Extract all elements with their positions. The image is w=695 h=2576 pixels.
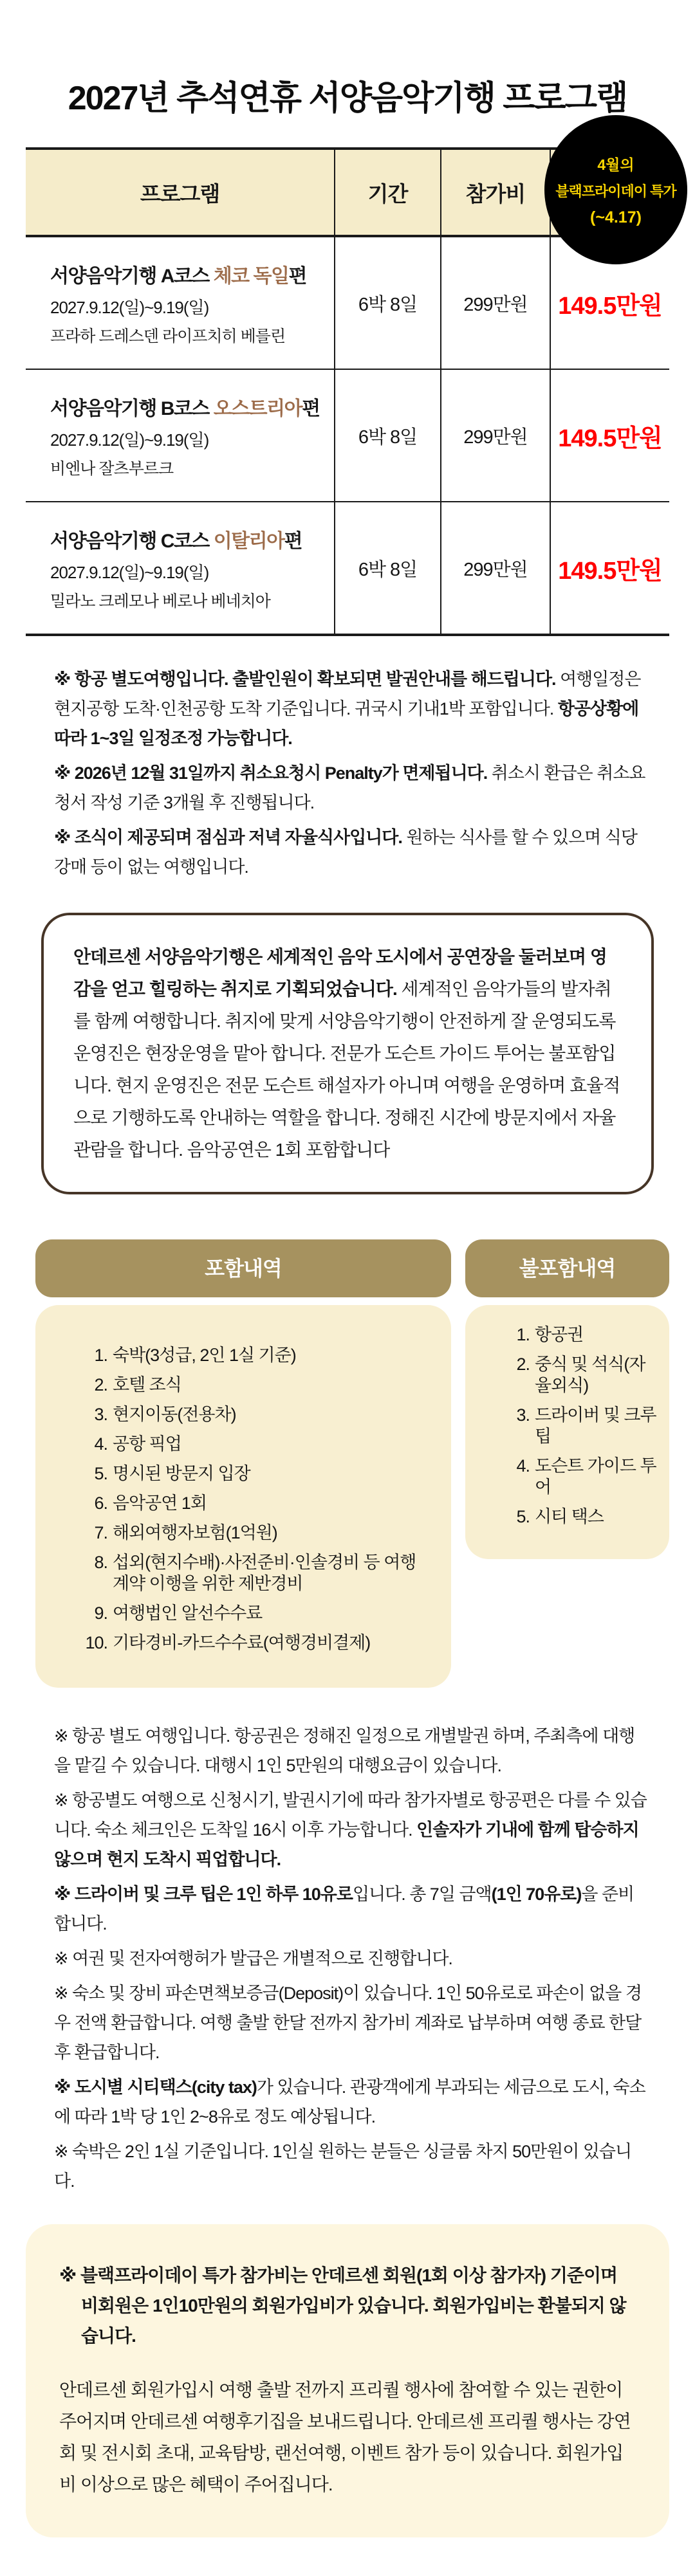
page-title: 2027년 추석연휴 서양음악기행 프로그램 [68,80,627,117]
program-cell [26,502,335,635]
program-cell [26,369,335,502]
list-item: 명시된 방문지 입장 [113,1464,250,1483]
list-item: 도슨트 가이드 투어 [535,1456,656,1497]
fee-cell: 299만원 [441,502,550,635]
special-price-cell: 149.5만원 [550,369,669,502]
program-cities: 프라하 드레스덴 라이프치히 베를린 [50,327,286,345]
notice-body: 안데르센 회원가입시 여행 출발 전까지 프리퀄 행사에 참여할 수 있는 권한이 주어지며 안데르센 여행후기집을 보내드립니다. 안데르센 프리퀄 행사는 강연회 및 전시회 초대, 교육탐방, 랜선여행, 이벤트 참가 등이 있습니다. 회원가입비 이상으로 많은 혜택이 주어집니다. [59,2380,631,2494]
list-item: 섭외(현지수배)·사전준비·인솔경비 등 여행계약 이행을 위한 제반경비 [113,1553,416,1593]
program-table-section [26,147,676,636]
included-list [61,1345,432,1654]
include-exclude-panels [35,1305,669,1688]
program-title: 서양음악기행 C코스 이탈리아편 [50,530,302,552]
program-date: 2027.9.12(일)~9.19(일) [50,562,209,582]
notes-top [54,664,649,882]
included-header: 포함내역 [35,1239,451,1297]
duration-cell: 6박 8일 [335,236,441,369]
list-item: 현지이동(전용차) [113,1405,236,1424]
badge-month: 4월의 [597,156,635,173]
intro-text: 안데르센 서양음악기행은 세계적인 음악 도시에서 공연장을 둘러보며 영감을 얻고 힐링하는 취지로 기획되었습니다. 세계적인 음악가들의 발자취를 함께 여행합니다. 취지에 맞게 서양음악기행이 안전하게 잘 운영되도록 운영진은 현장운영을 맡아 합니다. 전문가 도슨트 가이드 투어는 불포함입니다. 현지 운영진은 전문 도슨트 해설자가 아니며 여행을 운영하며 효율적으로 기행하도록 안내하는 역할을 합니다. 정해진 시간에 방문지에서 자율관람을 합니다. 음악공연은 1회 포함합니다 [73,947,620,1160]
section-headers [35,1239,669,1297]
excluded-header: 불포함내역 [465,1239,669,1297]
included-panel [35,1305,451,1688]
list-item: 음악공연 1회 [113,1494,207,1513]
list-item: 여행법인 알선수수료 [113,1603,263,1623]
special-price-cell: 149.5만원 [550,236,669,369]
list-item: 숙박(3성급, 2인 1실 기준) [113,1346,296,1365]
program-cell [26,236,335,369]
special-price-cell: 149.5만원 [550,502,669,635]
note: ※ 조식이 제공되며 점심과 저녁 자율식사입니다. 원하는 식사를 할 수 있으며 식당 강매 등이 없는 여행입니다. [54,828,637,877]
table-row [26,369,669,502]
note: ※ 항공 별도여행입니다. 출발인원이 확보되면 발권안내를 해드립니다. 여행일정은 현지공항 도착·인천공항 도착 기준입니다. 귀국시 기내1박 포함입니다. 항공상황에 따라 1~3일 일정조정 가능합니다. [54,670,641,748]
notes-mid [54,1721,649,2196]
note: ※ 2026년 12월 31일까지 취소요청시 Penalty가 면제됩니다. 취소시 환급은 취소요청서 작성 기준 3개월 후 진행됩니다. [54,763,645,812]
list-item: 기타경비-카드수수료(여행경비결제) [113,1633,371,1652]
bottom-margin [0,2537,695,2576]
note: ※ 도시별 시티택스(city tax)가 있습니다. 관광객에게 부과되는 세금으로 도시, 숙소에 따라 1박 당 1인 2~8유로 정도 예상됩니다. [54,2078,645,2126]
table-row [26,502,669,635]
intro-box [41,913,654,1194]
fee-cell: 299만원 [441,369,550,502]
list-item: 해외여행자보험(1억원) [113,1523,277,1542]
program-date: 2027.9.12(일)~9.19(일) [50,297,209,317]
table-row [26,236,669,369]
note: ※ 항공 별도 여행입니다. 항공권은 정해진 일정으로 개별발권 하며, 주최측에 대행을 맡길 수 있습니다. 대행시 1인 5만원의 대행요금이 있습니다. [54,1726,635,1775]
header-fee: 참가비 [441,149,550,236]
program-cities: 밀라노 크레모나 베로나 베네치아 [50,592,270,610]
program-title: 서양음악기행 B코스 오스트리아편 [50,397,320,419]
notice-bold-line1: ※ 블랙프라이데이 특가 참가비는 안데르센 회원(1회 이상 참가자) 기준이며 [59,2265,618,2285]
note: ※ 항공별도 여행으로 신청시기, 발권시기에 따라 참가자별로 항공편은 다를 수 있습니다. 숙소 체크인은 도착일 16시 이후 가능합니다. 인솔자가 기내에 함께 탑승하지 않으며 현지 도착시 픽업합니다. [54,1791,647,1869]
header-duration: 기간 [335,149,441,236]
black-friday-badge [544,115,687,264]
list-item: 시티 택스 [535,1507,604,1526]
notice-bold [59,2260,638,2351]
fee-cell: 299만원 [441,236,550,369]
note: ※ 여권 및 전자여행허가 발급은 개별적으로 진행합니다. [54,1949,452,1968]
list-item: 드라이버 및 크루 팁 [535,1405,656,1446]
list-item: 중식 및 석식(자율외식) [535,1355,645,1395]
program-title: 서양음악기행 A코스 체코 독일편 [50,265,306,287]
duration-cell: 6박 8일 [335,502,441,635]
header-program: 프로그램 [26,149,335,236]
note: ※ 드라이버 및 크루 팁은 1인 하루 10유로입니다. 총 7일 금액(1인 70유로)을 준비합니다. [54,1885,635,1933]
list-item: 호텔 조식 [113,1375,181,1394]
notice-bold-line2: 비회원은 1인10만원의 회원가입비가 있습니다. 회원가입비는 환불되지 않습니다. [81,2296,626,2346]
badge-deadline: (~4.17) [590,208,642,226]
excluded-panel [465,1305,669,1559]
note: ※ 숙소 및 장비 파손면책보증금(Deposit)이 있습니다. 1인 50유로로 파손이 없을 경우 전액 환급합니다. 여행 출발 한달 전까지 참가비 계좌로 납부하며 여행 종료 한달 후 환급합니다. [54,1984,642,2062]
list-item: 공항 픽업 [113,1434,181,1454]
note: ※ 숙박은 2인 1실 기준입니다. 1인실 원하는 분들은 싱글룸 차지 50만원이 있습니다. [54,2142,632,2191]
badge-title: 블랙프라이데이 특가 [555,183,676,199]
duration-cell: 6박 8일 [335,369,441,502]
program-cities: 비엔나 잘츠부르크 [50,459,174,478]
program-date: 2027.9.12(일)~9.19(일) [50,430,209,450]
excluded-list [483,1324,658,1528]
membership-notice-box [26,2224,669,2537]
list-item: 항공권 [535,1325,584,1344]
